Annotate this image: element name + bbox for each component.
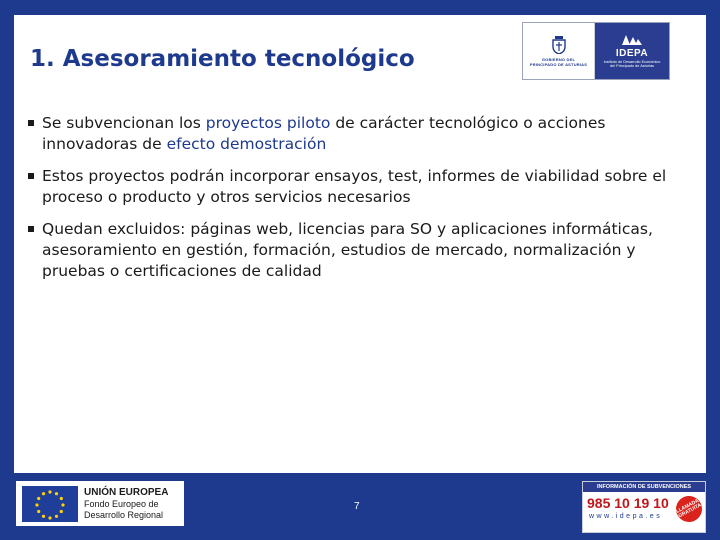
square-bullet-icon	[28, 173, 34, 179]
eu-line2: Desarrollo Regional	[84, 509, 164, 520]
square-bullet-icon	[28, 226, 34, 232]
crest-icon	[552, 36, 566, 54]
highlight-text: proyectos piloto	[205, 114, 331, 132]
eu-line1: Fondo Europeo de	[84, 498, 159, 509]
gobierno-asturias-logo	[523, 23, 595, 79]
eu-stars-icon	[22, 486, 78, 522]
bullet-text: Se subvencionan los	[42, 114, 206, 132]
info-phone: 985 10 19 10	[587, 495, 669, 511]
bullet-text: Estos proyectos podrán incorporar ensayos, test, informes de viabilidad sobre el proceso o producto y otros servicios necesarios	[42, 167, 667, 206]
bullet-item	[28, 166, 680, 208]
eu-feder-logo	[16, 481, 184, 526]
highlight-text: efecto demostración	[166, 135, 327, 153]
free-call-text: LLAMADA GRATUITA	[675, 497, 703, 520]
info-header: INFORMACIÓN DE SUBVENCIONES	[583, 482, 705, 492]
bullet-list	[28, 113, 680, 293]
eu-flag-icon	[22, 486, 78, 522]
eu-title: UNIÓN EUROPEA	[84, 486, 169, 498]
info-web: www.idepa.es	[589, 513, 663, 520]
square-bullet-icon	[28, 120, 34, 126]
slide-title: 1. Asesoramiento tecnológico	[30, 46, 415, 72]
bullet-text: Quedan excluidos: páginas web, licencias para SO y aplicaciones informáticas, asesoramiento en gestión, formación, estudios de mercado, normalización y pruebas o certificaciones de calidad	[42, 220, 653, 280]
gobierno-text: GOBIERNO DEL PRINCIPADO DE ASTURIAS	[529, 56, 588, 67]
idepa-subtitle: Instituto de Desarrollo Económico del Principado de Asturias	[603, 59, 661, 68]
footer	[0, 473, 720, 540]
page-number: 7	[354, 501, 360, 512]
idepa-name: IDEPA	[615, 47, 649, 59]
gobierno-idepa-logo	[522, 22, 670, 80]
eu-text	[84, 487, 168, 521]
bullet-item	[28, 113, 680, 155]
info-subvenciones-logo	[582, 481, 706, 533]
bullet-item	[28, 219, 680, 282]
bullet-text: de carácter tecnológico o acciones innovadoras de	[42, 114, 606, 153]
idepa-logo	[595, 23, 669, 79]
idepa-mark-icon	[621, 34, 643, 46]
